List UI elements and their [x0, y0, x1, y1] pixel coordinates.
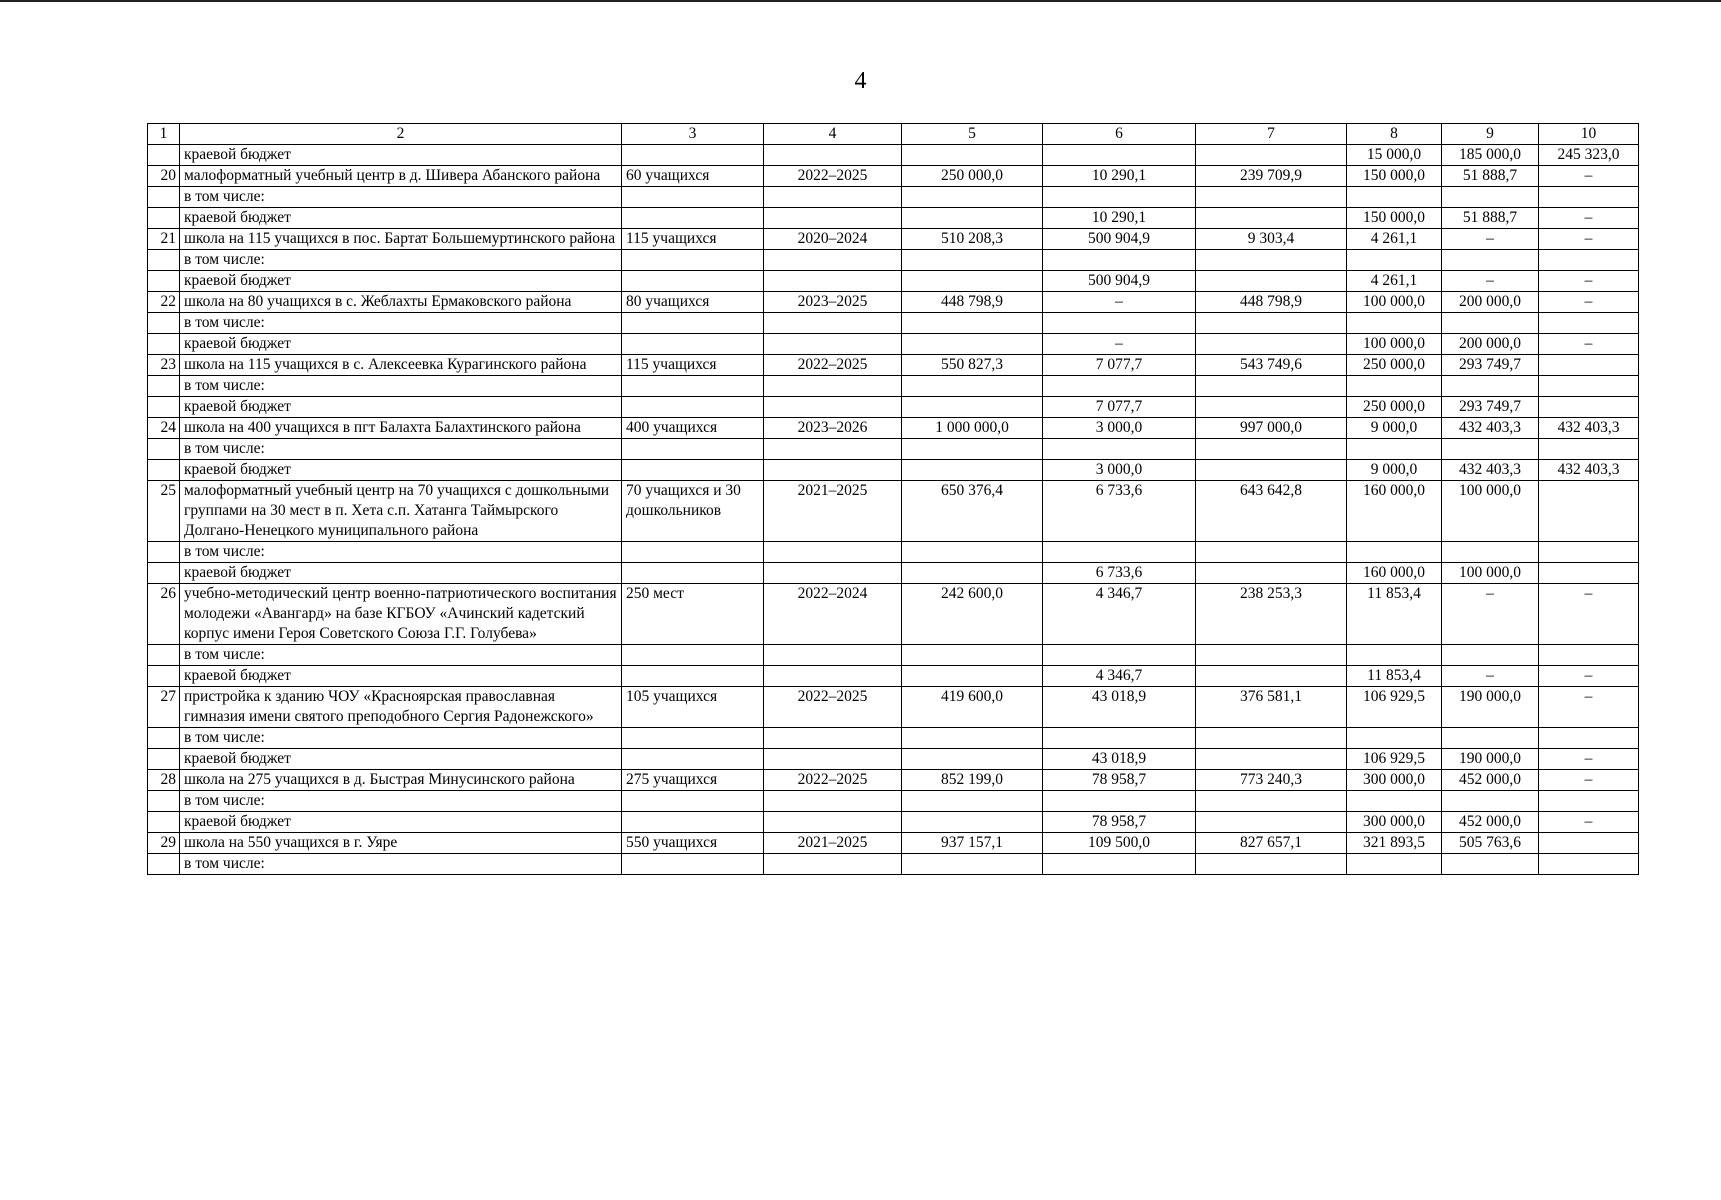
project-name: учебно-методический центр военно-патриотического воспитания молодежи «Авангард» на базе КГБОУ «Ачинский кадетский корпус имени Героя Советского Союза Г.Г. Голубева»	[180, 584, 622, 645]
estimated-cost: 242 600,0	[902, 584, 1043, 645]
cell-value: 10 290,1	[1043, 208, 1196, 229]
cell-value: 160 000,0	[1347, 481, 1442, 542]
cell-value: 432 403,3	[1442, 418, 1539, 439]
table-row	[148, 481, 1639, 542]
cell-value: 250 000,0	[1347, 355, 1442, 376]
period: 2022–2025	[764, 770, 902, 791]
table-row	[148, 645, 1639, 666]
cell-value: 6 733,6	[1043, 481, 1196, 542]
cell-value: 432 403,3	[1539, 418, 1639, 439]
table-row	[148, 271, 1639, 292]
period: 2022–2024	[764, 584, 902, 645]
cell-value: 3 000,0	[1043, 418, 1196, 439]
cell-value: –	[1442, 229, 1539, 250]
table-row	[148, 770, 1639, 791]
investment-table	[147, 123, 1639, 875]
col-header-6: 6	[1043, 124, 1196, 145]
table-row	[148, 791, 1639, 812]
cell-value: 239 709,9	[1196, 166, 1347, 187]
table-row	[148, 439, 1639, 460]
capacity: 400 учащихся	[622, 418, 764, 439]
cell-value: 10 290,1	[1043, 166, 1196, 187]
cell-value: 109 500,0	[1043, 833, 1196, 854]
cell-value: –	[1442, 584, 1539, 645]
cell-value: 773 240,3	[1196, 770, 1347, 791]
table-row	[148, 728, 1639, 749]
project-name: пристройка к зданию ЧОУ «Красноярская православная гимназия имени святого преподобного Сергия Радонежского»	[180, 687, 622, 728]
table-row	[148, 584, 1639, 645]
cell-value: 200 000,0	[1442, 334, 1539, 355]
cell-value: –	[1539, 812, 1639, 833]
estimated-cost: 419 600,0	[902, 687, 1043, 728]
period: 2023–2025	[764, 292, 902, 313]
cell-value: –	[1043, 334, 1196, 355]
cell-value	[1539, 481, 1639, 542]
cell-value	[1539, 563, 1639, 584]
cell-value: 100 000,0	[1347, 292, 1442, 313]
row-label: в том числе:	[180, 250, 622, 271]
row-label: краевой бюджет	[180, 563, 622, 584]
cell-value: 7 077,7	[1043, 355, 1196, 376]
table-row	[148, 563, 1639, 584]
estimated-cost: 550 827,3	[902, 355, 1043, 376]
cell-value: 200 000,0	[1442, 292, 1539, 313]
estimated-cost: 650 376,4	[902, 481, 1043, 542]
row-label: в том числе:	[180, 728, 622, 749]
cell-value: –	[1043, 292, 1196, 313]
row-number: 29	[148, 833, 180, 854]
project-name: малоформатный учебный центр на 70 учащихся с дошкольными группами на 30 мест в п. Хета с.п. Хатанга Таймырского Долгано-Ненецкого муниципального района	[180, 481, 622, 542]
cell-value: 9 000,0	[1347, 460, 1442, 481]
project-name: школа на 550 учащихся в г. Уяре	[180, 833, 622, 854]
project-name: школа на 115 учащихся в пос. Бартат Большемуртинского района	[180, 229, 622, 250]
period: 2022–2025	[764, 166, 902, 187]
table-row	[148, 355, 1639, 376]
row-label: краевой бюджет	[180, 666, 622, 687]
table-row	[148, 313, 1639, 334]
cell-value: 11 853,4	[1347, 584, 1442, 645]
cell-value: 185 000,0	[1442, 145, 1539, 166]
table-row	[148, 812, 1639, 833]
cell-value	[1539, 355, 1639, 376]
cell-value: 4 346,7	[1043, 584, 1196, 645]
table-row	[148, 542, 1639, 563]
cell-value: –	[1539, 229, 1639, 250]
cell-value: 643 642,8	[1196, 481, 1347, 542]
cell-value: 11 853,4	[1347, 666, 1442, 687]
row-label: краевой бюджет	[180, 208, 622, 229]
col-header-2: 2	[180, 124, 622, 145]
cell-value: 238 253,3	[1196, 584, 1347, 645]
col-header-9: 9	[1442, 124, 1539, 145]
col-header-8: 8	[1347, 124, 1442, 145]
cell-value: 300 000,0	[1347, 770, 1442, 791]
row-label: в том числе:	[180, 187, 622, 208]
cell-value: 100 000,0	[1442, 481, 1539, 542]
cell-value: 6 733,6	[1043, 563, 1196, 584]
cell-value: 150 000,0	[1347, 208, 1442, 229]
table-row	[148, 376, 1639, 397]
row-label: в том числе:	[180, 791, 622, 812]
estimated-cost: 852 199,0	[902, 770, 1043, 791]
table-row	[148, 460, 1639, 481]
cell-value: 100 000,0	[1347, 334, 1442, 355]
table-row	[148, 397, 1639, 418]
cell-value: 15 000,0	[1347, 145, 1442, 166]
row-label: краевой бюджет	[180, 460, 622, 481]
row-number: 25	[148, 481, 180, 542]
cell-value: 190 000,0	[1442, 749, 1539, 770]
row-label: в том числе:	[180, 542, 622, 563]
cell-value: 432 403,3	[1539, 460, 1639, 481]
row-label: краевой бюджет	[180, 334, 622, 355]
cell-value: 78 958,7	[1043, 812, 1196, 833]
capacity: 115 учащихся	[622, 229, 764, 250]
row-number: 26	[148, 584, 180, 645]
capacity: 60 учащихся	[622, 166, 764, 187]
capacity: 115 учащихся	[622, 355, 764, 376]
cell-value: –	[1539, 208, 1639, 229]
capacity: 250 мест	[622, 584, 764, 645]
period: 2022–2025	[764, 687, 902, 728]
table-row	[148, 854, 1639, 875]
cell-value: 4 346,7	[1043, 666, 1196, 687]
capacity: 105 учащихся	[622, 687, 764, 728]
capacity: 80 учащихся	[622, 292, 764, 313]
period: 2020–2024	[764, 229, 902, 250]
estimated-cost: 448 798,9	[902, 292, 1043, 313]
cell-value: 43 018,9	[1043, 687, 1196, 728]
col-header-10: 10	[1539, 124, 1639, 145]
row-number: 21	[148, 229, 180, 250]
row-label: в том числе:	[180, 439, 622, 460]
row-label: краевой бюджет	[180, 749, 622, 770]
cell-value: –	[1539, 292, 1639, 313]
table-row	[148, 208, 1639, 229]
cell-value: 7 077,7	[1043, 397, 1196, 418]
period: 2021–2025	[764, 833, 902, 854]
table-row	[148, 292, 1639, 313]
cell-value: –	[1539, 166, 1639, 187]
estimated-cost: 510 208,3	[902, 229, 1043, 250]
row-label: в том числе:	[180, 376, 622, 397]
table-row	[148, 418, 1639, 439]
cell-value: 250 000,0	[1347, 397, 1442, 418]
cell-value: 9 303,4	[1196, 229, 1347, 250]
project-name: школа на 400 учащихся в пгт Балахта Балахтинского района	[180, 418, 622, 439]
row-label: в том числе:	[180, 854, 622, 875]
capacity: 550 учащихся	[622, 833, 764, 854]
cell-value: 160 000,0	[1347, 563, 1442, 584]
cell-value: 3 000,0	[1043, 460, 1196, 481]
cell-value: 432 403,3	[1442, 460, 1539, 481]
cell-value: 452 000,0	[1442, 770, 1539, 791]
table-row	[148, 749, 1639, 770]
cell-value: –	[1539, 687, 1639, 728]
cell-value: 4 261,1	[1347, 229, 1442, 250]
row-number: 24	[148, 418, 180, 439]
row-label: в том числе:	[180, 645, 622, 666]
column-number-row	[148, 124, 1639, 145]
table-row	[148, 334, 1639, 355]
table-row	[148, 166, 1639, 187]
project-name: школа на 275 учащихся в д. Быстрая Минусинского района	[180, 770, 622, 791]
cell-value: 245 323,0	[1539, 145, 1639, 166]
cell-value: 376 581,1	[1196, 687, 1347, 728]
cell-value: 100 000,0	[1442, 563, 1539, 584]
period: 2021–2025	[764, 481, 902, 542]
cell-value: –	[1539, 749, 1639, 770]
row-label: в том числе:	[180, 313, 622, 334]
cell-value: –	[1442, 271, 1539, 292]
cell-value: –	[1539, 770, 1639, 791]
row-label: краевой бюджет	[180, 271, 622, 292]
estimated-cost: 1 000 000,0	[902, 418, 1043, 439]
cell-value: 78 958,7	[1043, 770, 1196, 791]
project-name: школа на 115 учащихся в с. Алексеевка Курагинского района	[180, 355, 622, 376]
cell-value: –	[1442, 666, 1539, 687]
cell-value: –	[1539, 584, 1639, 645]
row-number: 28	[148, 770, 180, 791]
cell-value: 190 000,0	[1442, 687, 1539, 728]
estimated-cost: 937 157,1	[902, 833, 1043, 854]
cell-value: 51 888,7	[1442, 208, 1539, 229]
table-row	[148, 250, 1639, 271]
table-row	[148, 687, 1639, 728]
row-number: 27	[148, 687, 180, 728]
cell-value: 9 000,0	[1347, 418, 1442, 439]
cell-value: 448 798,9	[1196, 292, 1347, 313]
scan-edge-line	[0, 0, 1721, 2]
row-label: краевой бюджет	[180, 397, 622, 418]
cell-value: 827 657,1	[1196, 833, 1347, 854]
capacity: 275 учащихся	[622, 770, 764, 791]
capacity: 70 учащихся и 30 дошкольников	[622, 481, 764, 542]
cell-value	[1539, 397, 1639, 418]
table-row	[148, 229, 1639, 250]
cell-value: –	[1539, 666, 1639, 687]
row-label: краевой бюджет	[180, 145, 622, 166]
cell-value: 300 000,0	[1347, 812, 1442, 833]
cell-value: 543 749,6	[1196, 355, 1347, 376]
cell-value: 321 893,5	[1347, 833, 1442, 854]
page-number: 4	[854, 68, 867, 94]
row-number: 20	[148, 166, 180, 187]
row-number: 23	[148, 355, 180, 376]
col-header-4: 4	[764, 124, 902, 145]
cell-value: 293 749,7	[1442, 355, 1539, 376]
row-label: краевой бюджет	[180, 812, 622, 833]
cell-value: 997 000,0	[1196, 418, 1347, 439]
cell-value: 106 929,5	[1347, 687, 1442, 728]
table-row	[148, 666, 1639, 687]
col-header-5: 5	[902, 124, 1043, 145]
period: 2023–2026	[764, 418, 902, 439]
project-name: малоформатный учебный центр в д. Шивера Абанского района	[180, 166, 622, 187]
table-row	[148, 187, 1639, 208]
cell-value: 500 904,9	[1043, 229, 1196, 250]
cell-value: 51 888,7	[1442, 166, 1539, 187]
col-header-1: 1	[148, 124, 180, 145]
col-header-3: 3	[622, 124, 764, 145]
cell-value: 293 749,7	[1442, 397, 1539, 418]
cell-value: 505 763,6	[1442, 833, 1539, 854]
cell-value: 43 018,9	[1043, 749, 1196, 770]
row-number: 22	[148, 292, 180, 313]
table-row	[148, 833, 1639, 854]
estimated-cost: 250 000,0	[902, 166, 1043, 187]
cell-value: 150 000,0	[1347, 166, 1442, 187]
cell-value: –	[1539, 334, 1639, 355]
col-header-7: 7	[1196, 124, 1347, 145]
cell-value: 106 929,5	[1347, 749, 1442, 770]
cell-value	[1539, 833, 1639, 854]
cell-value: 4 261,1	[1347, 271, 1442, 292]
period: 2022–2025	[764, 355, 902, 376]
cell-value: 452 000,0	[1442, 812, 1539, 833]
cell-value: –	[1539, 271, 1639, 292]
table-row	[148, 145, 1639, 166]
project-name: школа на 80 учащихся в с. Жеблахты Ермаковского района	[180, 292, 622, 313]
cell-value: 500 904,9	[1043, 271, 1196, 292]
